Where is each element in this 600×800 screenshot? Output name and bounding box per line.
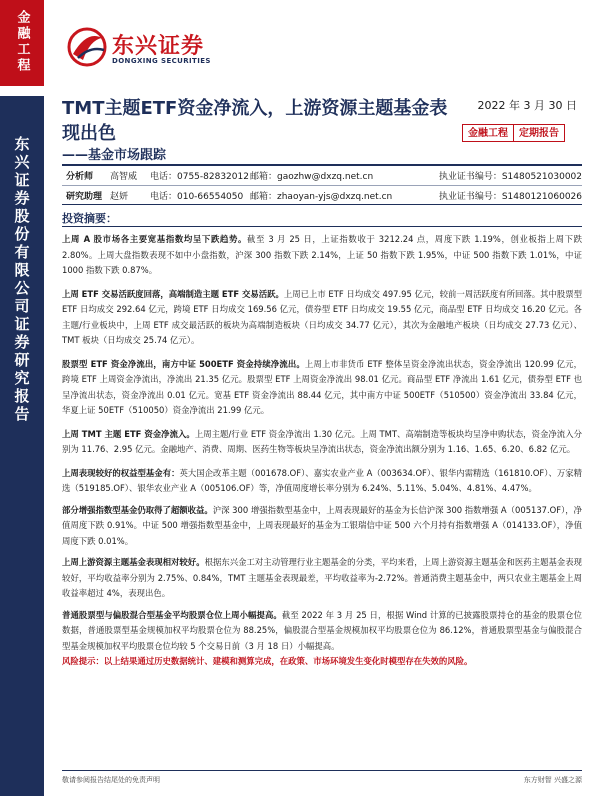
paragraph-text: 上周上市非货币 ETF 整体呈资金净流出状态，资金净流出 120.99 亿元，跨境 ETF 上周资金净流出，净流出 21.35 亿元。股票型 ETF 上周资金净流出 98.01 亿元。商品型 ETF 净流出 1.61 亿元，债券型 ETF 也呈净流出状态，资金净流出 0.01 亿元。宽基 ETF 资金净流出 88.44 亿元，其中南方中证 500ETF（510500）资金净流出 33.84 亿元，华夏上证 50ETF（510050）资金净流出 21.99 亿元。 <box>62 358 583 415</box>
analyst-row <box>62 166 582 185</box>
section-title: 投资摘要： <box>62 212 117 225</box>
paragraph-lead: 上周 A 股市场各主要宽基指数均呈下跌趋势。 <box>62 234 248 244</box>
analyst-phone: 电话：010-66554050 <box>150 191 244 202</box>
report-title: TMT主题ETF资金净流入，上游资源主题基金表现出色 <box>62 98 448 144</box>
paragraph-text: 上周已上市 ETF 日均成交 497.95 亿元，较前一周活跃度有所回落。其中股票型 ETF 日均成交 292.64 亿元，跨境 ETF 日均成交 169.56 亿元，债券型 ETF 日均成交 19.55 亿元，商品型 ETF 日均成交 16.20 亿元。各主题/行业板块中，上周 ETF 成交最活跃的板块为高端制造板块（日均成交 34.77 亿元），其次为金融地产板块（日均成交 27.73 亿元）、TMT 板块（日均成交 25.74 亿元）。 <box>62 288 582 345</box>
paragraph-lead: 股票型 ETF 资金净流出，南方中证 500ETF 资金持续净流出。 <box>62 358 305 369</box>
analyst-role: 分析师 <box>66 172 94 182</box>
sidebar-category <box>0 0 44 86</box>
analyst-row <box>62 185 582 204</box>
paragraph-lead: 上周表现较好的权益型基金有： <box>62 467 180 478</box>
analyst-phone: 电话：0755-82832012 <box>150 172 249 182</box>
analyst-cert: 执业证书编号：S1480521030002 <box>438 172 582 182</box>
paragraph-text: 上周主题/行业 ETF 资金净流出 1.30 亿元。上周 TMT、高端制造等板块均呈净申购状态，资金净流入分别为 11.76、2.95 亿元。金融地产、消费、周期、医药生物等板块呈净流出状态，资金净流出额分别为 1.16、1.65、6.20、6.82 亿元。 <box>62 428 583 454</box>
summary-paragraph <box>62 555 582 602</box>
sidebar-company <box>0 96 44 796</box>
analyst-table <box>62 164 582 205</box>
summary-paragraph <box>62 608 582 655</box>
summary-body <box>62 232 582 670</box>
risk-warning: 风险提示：以上结果通过历史数据统计、建模和测算完成，在政策、市场环境发生变化时模型存在失效的风险。 <box>62 656 473 666</box>
summary-paragraph <box>62 357 582 419</box>
sidebar-category-label: 金融工程 <box>14 10 30 74</box>
paragraph-text: 沪深 300 增强指数型基金中，上周表现最好的基金为长信沪深 300 指数增强 A（005137.OF），净值周度下跌 0.91%。中证 500 增强指数型基金中，上周表现最好的基金为工银瑞信中证 500 六个月持有指数增强 A（014133.OF），净值周度下跌 0.01%。 <box>62 504 583 546</box>
section-divider <box>62 226 582 227</box>
sidebar-company-label: 东兴证券股份有限公司证券研究报告 <box>12 136 31 424</box>
sidebar <box>0 0 44 800</box>
paragraph-text: 英大国企改革主题（001678.OF）、嘉实农业产业 A（003634.OF）、银华内需精选（161810.OF）、万家精选（519185.OF）、银华农业产业 A（005106.OF）等，净值周度增长率分别为 6.24%、5.11%、5.04%、4.81%、4.47%。 <box>62 467 582 493</box>
paragraph-lead: 上周 TMT 主题 ETF 资金净流入。 <box>62 428 195 439</box>
logo-name-cn: 东兴证券 <box>112 34 205 59</box>
summary-paragraph <box>62 287 582 349</box>
analyst-name: 赵妍 <box>110 191 129 202</box>
report-subtitle: ——基金市场跟踪 <box>62 148 167 163</box>
summary-paragraph <box>62 466 582 497</box>
paragraph-lead: 普通股票型与偏股混合型基金平均股票仓位上周小幅提高。 <box>62 609 282 620</box>
report-date: 2022 年 3 月 30 日 <box>477 99 577 112</box>
report-tags <box>462 124 565 142</box>
paragraph-lead: 部分增强指数型基金仍取得了超额收益。 <box>62 504 213 515</box>
analyst-role: 研究助理 <box>66 191 103 202</box>
paragraph-lead: 上周上游资源主题基金表现相对较好。 <box>62 557 205 567</box>
summary-paragraph <box>62 232 582 279</box>
footer-divider <box>62 770 582 771</box>
paragraph-text: 截至 2022 年 3 月 25 日，根据 Wind 计算的已披露股票持仓的基金的股票仓位数据，普通股票型基金规模加权平均股票仓位为 88.25%，偏股混合型基金规模加权平均股票仓位为 86.12%，普通股票型基金与偏股混合型基金规模加权平均股票仓位均较 5 个交易日前（3 月 18 日）小幅提高。 <box>62 609 582 651</box>
paragraph-text: 根据东兴金工对主动管理行业主题基金的分类，平均来看，上周上游资源主题基金和医药主题基金表现较好，平均收益率分别为 2.75%、0.84%，TMT 主题基金表现最差，平均收益率为-2.72%。普通消费主题基金中，两只农业主题基金上周收益率超过 4%，表现出色。 <box>62 557 583 598</box>
analyst-name: 高智威 <box>110 172 138 182</box>
tag-category: 金融工程 <box>462 124 514 142</box>
summary-paragraph <box>62 427 582 458</box>
analyst-email[interactable]: 邮箱：zhaoyan-yjs@dxzq.net.cn <box>250 191 393 202</box>
analyst-cert: 执业证书编号：S1480121060026 <box>438 191 582 202</box>
analyst-email[interactable]: 邮箱：gaozhw@dxzq.net.cn <box>250 172 374 182</box>
footer-slogan: 东方财智 兴盛之源 <box>523 776 582 784</box>
footer-disclaimer: 敬请参阅报告结尾处的免责声明 <box>62 776 160 784</box>
summary-paragraph <box>62 503 582 550</box>
logo-name-en: DONGXING SECURITIES <box>112 57 211 65</box>
tag-type: 定期报告 <box>514 124 565 142</box>
paragraph-text: 截至 3 月 25 日，上证指数收于 3212.24 点，周度下跌 1.19%，创业板指上周下跌 2.80%。上周大盘指数表现不如中小盘指数，沪深 300 指数下跌 2.14%，上证 50 指数下跌 1.95%，中证 500 指数下跌 1.01%，中证 1000 指数下跌 0.87%。 <box>62 234 582 275</box>
paragraph-lead: 上周 ETF 交易活跃度回落，高端制造主题 ETF 交易活跃。 <box>62 288 284 299</box>
